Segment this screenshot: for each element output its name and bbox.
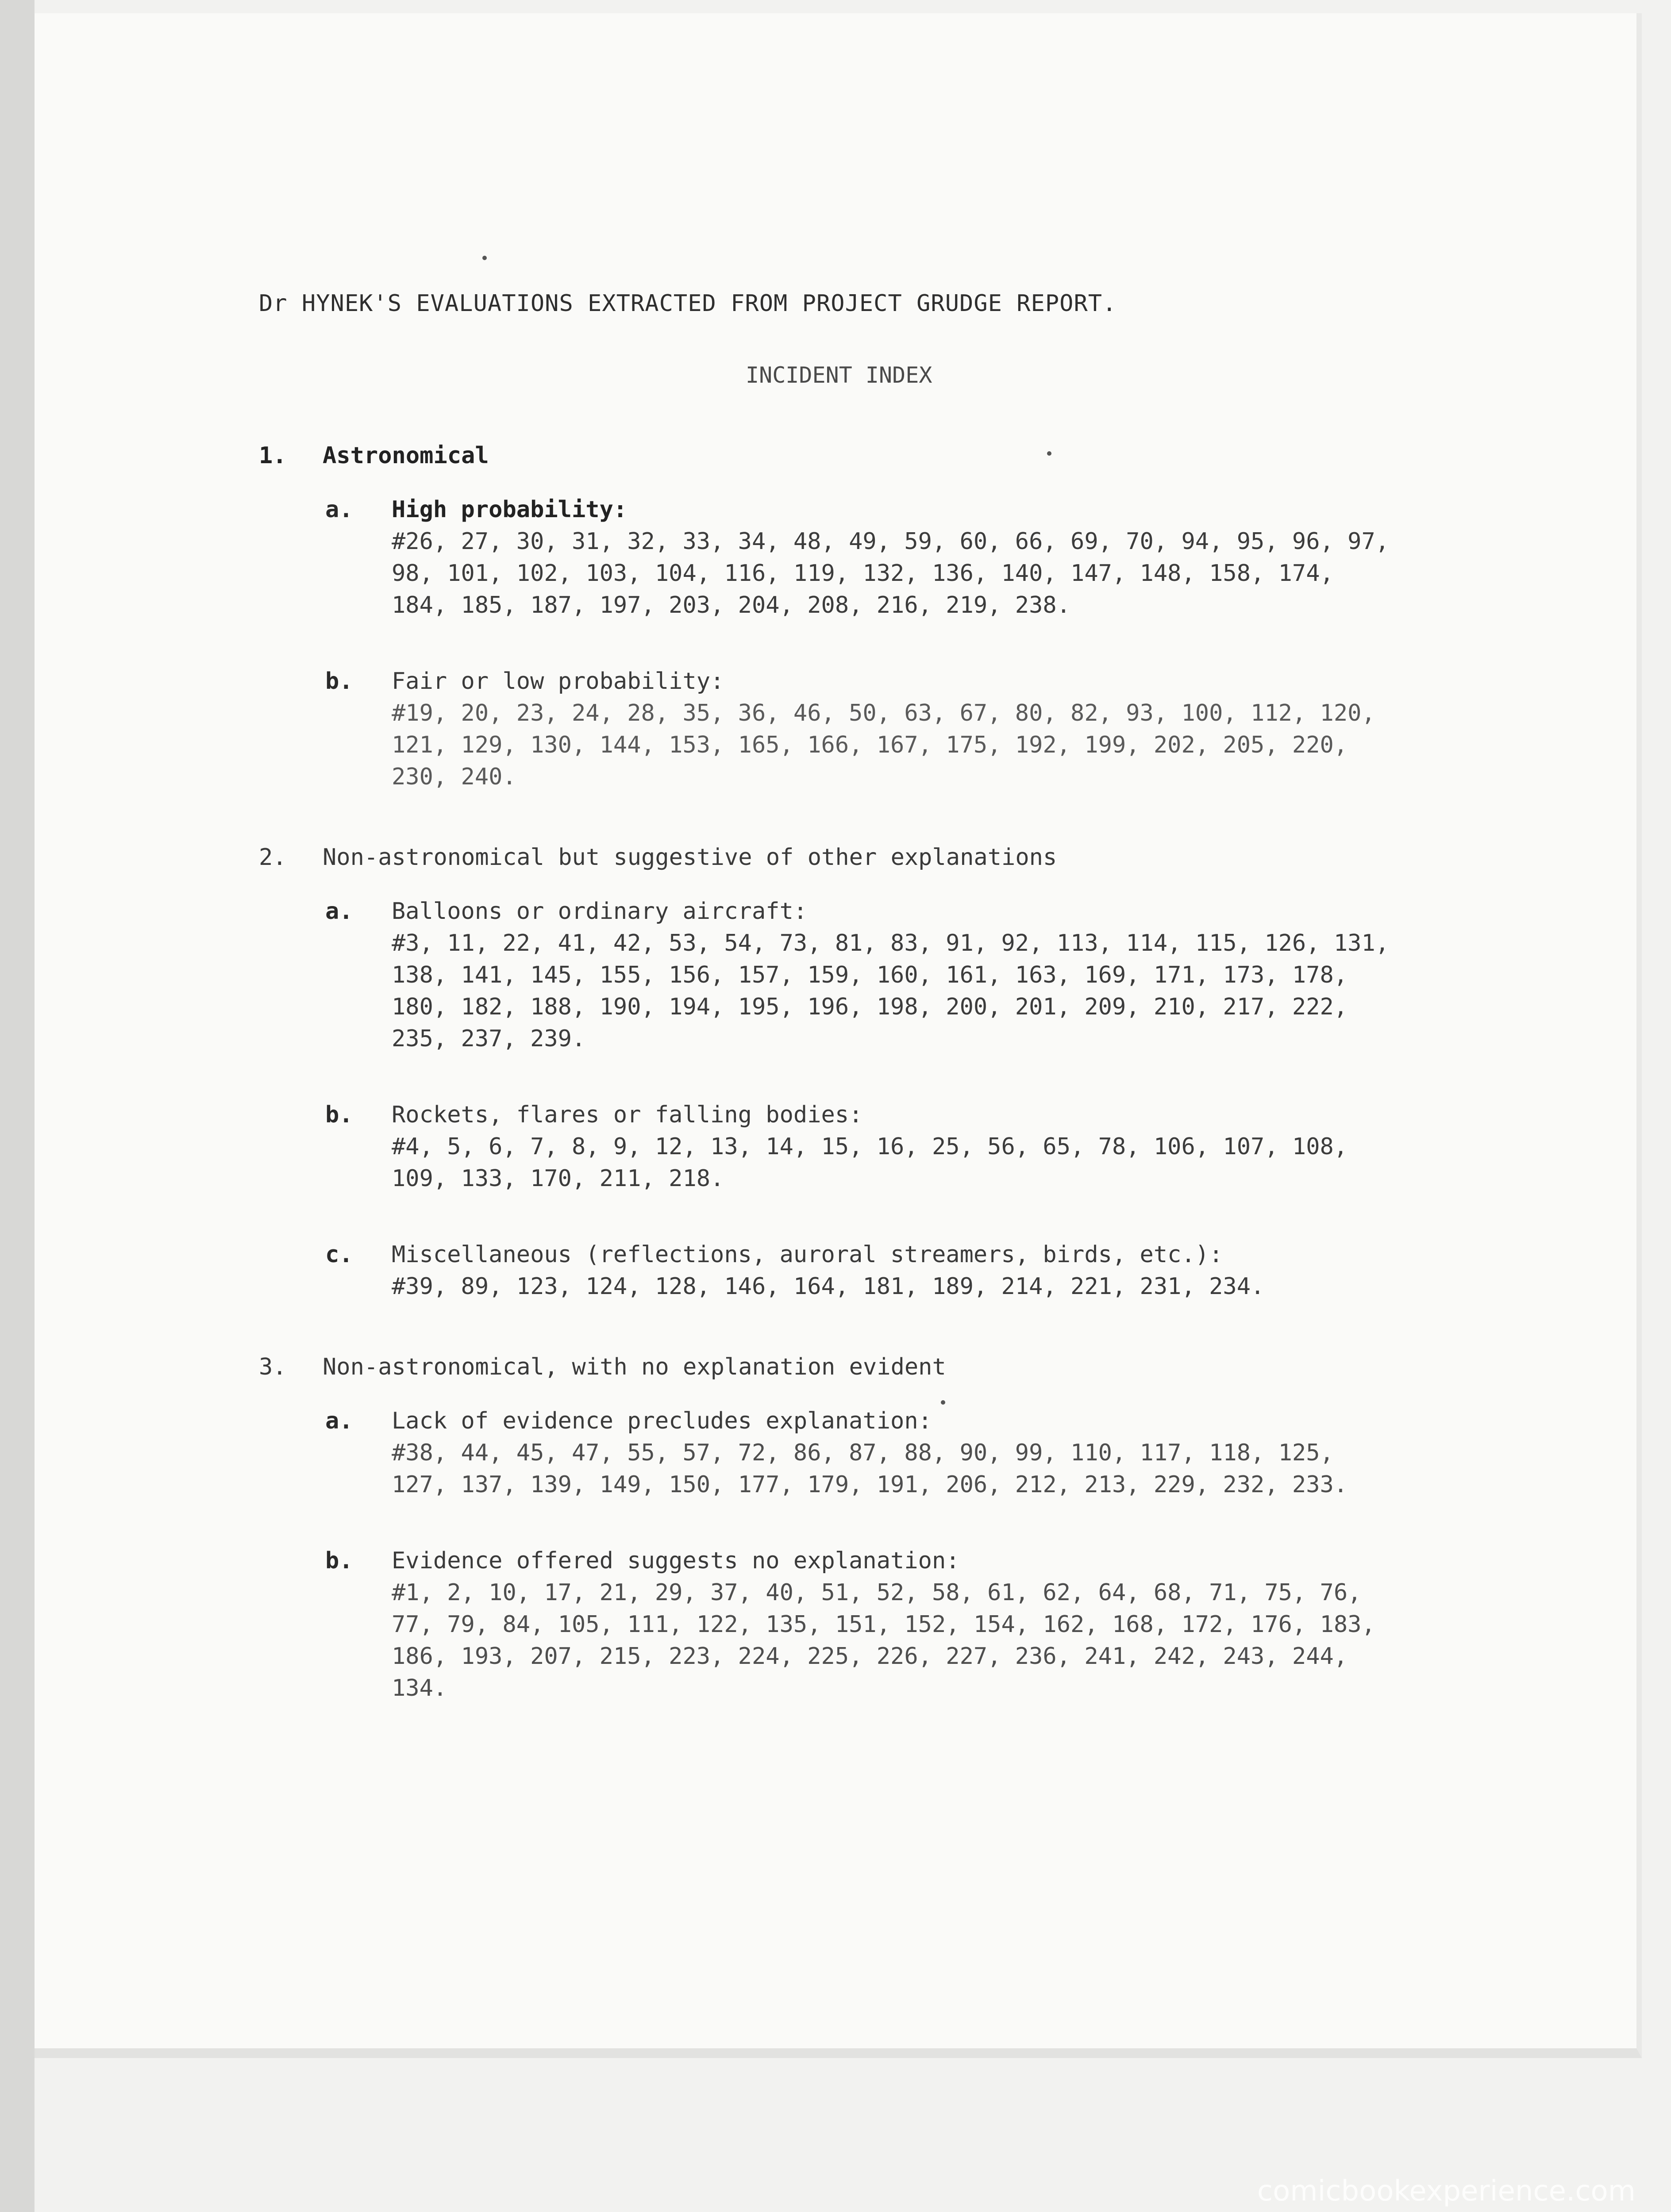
subsection-heading [325,1545,1454,1577]
subsection-label: Fair or low probability: [392,668,724,695]
subsection-letter: b. [325,1548,353,1574]
subsection-label: Lack of evidence precludes explanation: [392,1408,932,1434]
ink-speck [482,256,487,260]
subsection-balloons-aircraft [325,895,1454,1055]
incident-numbers: #3, 11, 22, 41, 42, 53, 54, 73, 81, 83, 91, 92, 113, 114, 115, 126, 131, 138, 141, 145, 155, 156, 157, 159, 160, 161, 163, 169, 171, 173, 178, 180, 182, 188, 190, 194, 195, 196, 198, 200, 201, 209, 210, 217, 222, 235, 237, 239. [392,930,1390,1052]
section-label: Non-astronomical, with no explanation evident [323,1354,946,1380]
section-astronomical [259,440,1454,793]
subsection-letter: a. [325,898,353,925]
subsection-fair-probability [325,665,1454,793]
subsection-heading [325,1099,1454,1131]
document-subtitle: INCIDENT INDEX [746,362,932,388]
section-number: 1. [259,442,287,469]
subsection-letter: a. [325,1408,353,1434]
subsection-letter: a. [325,496,353,523]
incident-numbers: #19, 20, 23, 24, 28, 35, 36, 46, 50, 63, 67, 80, 82, 93, 100, 112, 120, 121, 129, 130, 144, 153, 165, 166, 167, 175, 192, 199, 202, 205, 220, 230, 240. [392,700,1375,790]
incident-numbers: #39, 89, 123, 124, 128, 146, 164, 181, 189, 214, 221, 231, 234. [392,1273,1265,1300]
section-number: 2. [259,844,287,871]
section-heading [259,1351,1454,1383]
subsection-letter: b. [325,1102,353,1128]
document-body [259,288,1454,1704]
incident-numbers: #38, 44, 45, 47, 55, 57, 72, 86, 87, 88, 90, 99, 110, 117, 118, 125, 127, 137, 139, 149, 150, 177, 179, 191, 206, 212, 213, 229, 232, 233. [392,1440,1348,1498]
section-non-astronomical-suggestive [259,841,1454,1302]
subsection-label: Miscellaneous (reflections, auroral streamers, birds, etc.): [392,1241,1223,1268]
subsection-lack-of-evidence [325,1405,1454,1501]
subsection-high-probability [325,494,1454,621]
subsection-heading [325,1239,1454,1271]
subsection-heading [325,1405,1454,1437]
scan-edge [0,0,35,2212]
section-non-astronomical-unexplained [259,1351,1454,1704]
subsection-miscellaneous [325,1239,1454,1302]
watermark: comicbookexperience.com [1257,2175,1636,2208]
subsection-label: Evidence offered suggests no explanation: [392,1548,960,1574]
subsection-letter: b. [325,668,353,695]
section-label: Astronomical [323,442,489,469]
subsection-heading [325,895,1454,927]
document-title: Dr HYNEK'S EVALUATIONS EXTRACTED FROM PROJECT GRUDGE REPORT. [259,290,1117,317]
incident-numbers: #4, 5, 6, 7, 8, 9, 12, 13, 14, 15, 16, 25, 56, 65, 78, 106, 107, 108, 109, 133, 170, 211, 218. [392,1133,1348,1192]
section-number: 3. [259,1354,287,1380]
subsection-heading [325,494,1454,526]
subsection-no-explanation [325,1545,1454,1704]
subsection-rockets-flares [325,1099,1454,1194]
subsection-heading [325,665,1454,697]
section-heading [259,440,1454,472]
subsection-label: High probability: [392,496,628,523]
subsection-label: Balloons or ordinary aircraft: [392,898,808,925]
subsection-label: Rockets, flares or falling bodies: [392,1102,863,1128]
section-label: Non-astronomical but suggestive of other explanations [323,844,1057,871]
incident-numbers: #1, 2, 10, 17, 21, 29, 37, 40, 51, 52, 58, 61, 62, 64, 68, 71, 75, 76, 77, 79, 84, 105, 111, 122, 135, 151, 152, 154, 162, 168, 172, 176, 183, 186, 193, 207, 215, 223, 224, 225, 226, 227, 236, 241, 242, 243, 244, 134. [392,1579,1375,1701]
subsection-letter: c. [325,1241,353,1268]
section-heading [259,841,1454,873]
incident-numbers: #26, 27, 30, 31, 32, 33, 34, 48, 49, 59, 60, 66, 69, 70, 94, 95, 96, 97, 98, 101, 102, 103, 104, 116, 119, 132, 136, 140, 147, 148, 158, 174, 184, 185, 187, 197, 203, 204, 208, 216, 219, 238. [392,528,1390,618]
